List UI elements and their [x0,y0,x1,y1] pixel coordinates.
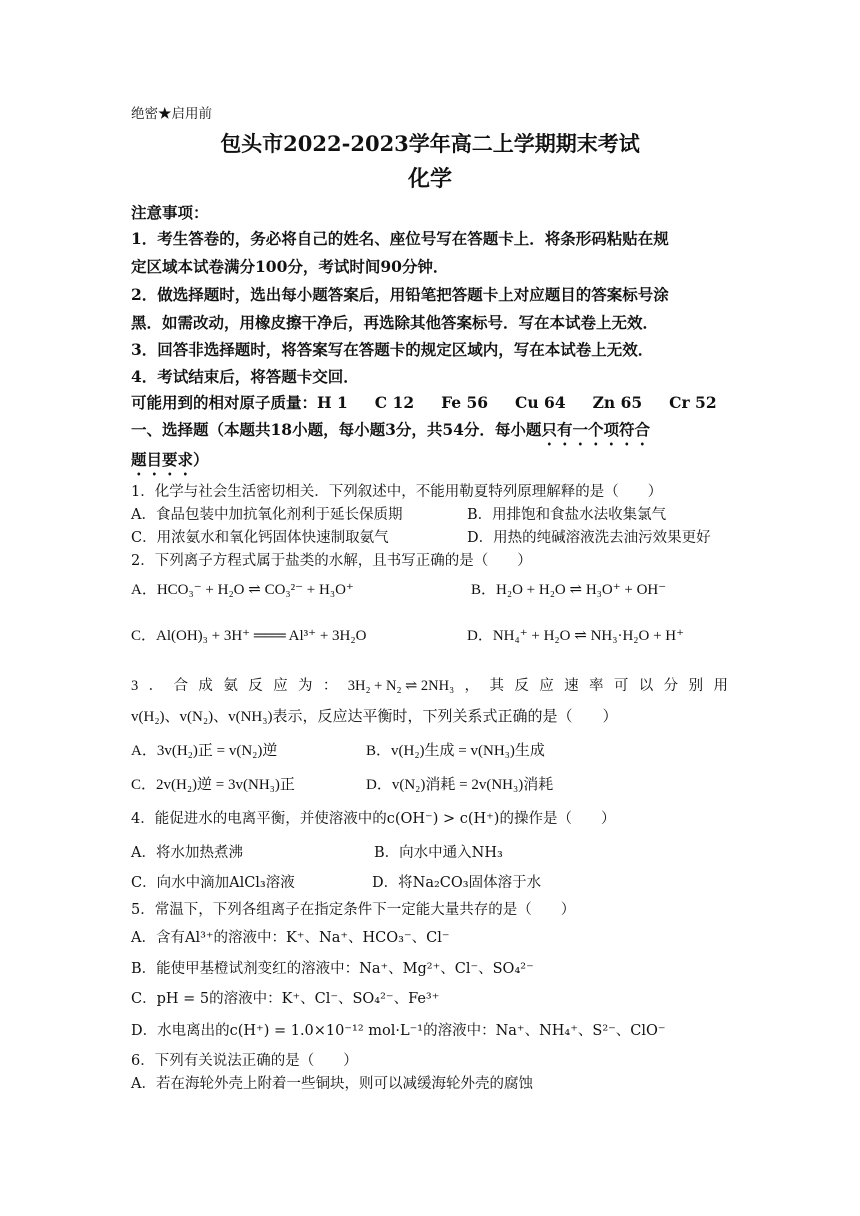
q3-option-b: B．v(H₂)生成 = v(NH₃)生成 [366,743,545,759]
q3-equation: 3H₂ + N₂ ⇌ 2NH₃ [347,678,455,694]
q3-stem-char: 分 [663,678,679,694]
q3-option-d: D．v(N₂)消耗 = 2v(NH₃)消耗 [366,777,554,793]
q3-stem-char: 成 [198,678,213,694]
q3-stem-char: ， [464,678,480,694]
q3-stem-char: 合 [173,678,189,694]
q4-option-a: A．将水加热煮沸 [131,845,243,861]
q1-option-b: B．用排饱和食盐水法收集氯气 [467,507,667,523]
q3-stem-char: 应 [539,678,554,694]
q1-option-d: D．用热的纯碱溶液洗去油污效果更好 [467,530,711,546]
exam-title: 包头市2022-2023学年高二上学期期末考试 [220,131,640,156]
q3-stem-char: 其 [489,678,504,694]
q5-option-d: D．水电离出的c(H⁺) = 1.0×10⁻¹² mol·L⁻¹的溶液中：Na⁺、NH₄⁺、S²⁻、ClO⁻ [131,1023,666,1039]
q3-stem-2: v(H₂)、v(N₂)、v(NH₃)表示，反应达平衡时，下列关系式正确的是（ ） [131,709,618,725]
q3-stem-char: 应 [273,678,288,694]
q5-option-c: C．pH = 5的溶液中：K⁺、Cl⁻、SO₄²⁻、Fe³⁺ [131,991,440,1007]
q6-option-a: A．若在海轮外壳上附着一些铜块，则可以减缓海轮外壳的腐蚀 [131,1076,533,1092]
q3-stem-char: 反 [248,678,263,694]
q4-stem: 4．能促进水的电离平衡，并使溶液中的c(OH⁻) > c(H⁺)的操作是（ ） [131,811,616,827]
q3-option-a: A．3v(H₂)正 = v(N₂)逆 [131,743,278,759]
note-1-line-2: 定区域本试卷满分100分，考试时间90分钟． [131,257,449,276]
notes-heading: 注意事项： [131,203,209,222]
q5-stem: 5．常温下，下列各组离子在指定条件下一定能大量共存的是（ ） [131,902,576,918]
section-heading-emphasis: 只有一个项符合 [541,420,650,439]
q1-option-a: A．食品包装中加抗氧化剂利于延长保质期 [131,507,403,523]
q4-option-d: D．将Na₂CO₃固体溶于水 [372,875,542,891]
q5-option-b: B．能使甲基橙试剂变红的溶液中：Na⁺、Mg²⁺、Cl⁻、SO₄²⁻ [131,961,534,977]
subject-title: 化学 [407,166,452,192]
q2-stem: 2．下列离子方程式属于盐类的水解，且书写正确的是（ ） [131,553,532,569]
note-4: 4．考试结束后，将答题卡交回． [131,367,359,386]
q4-option-b: B．向水中通入NH₃ [374,845,503,861]
q3-stem-char: 反 [514,678,529,694]
q3-stem-char: 别 [688,678,704,694]
q1-stem: 1．化学与社会生活密切相关．下列叙述中，不能用勒夏特列原理解释的是（ ） [131,484,663,500]
q2-option-a: A．HCO₃⁻ + H₂O ⇌ CO₃²⁻ + H₃O⁺ [131,582,354,598]
q3-stem-char: 率 [589,678,604,694]
q3-stem-char: 可 [613,678,629,694]
q3-stem-char: 速 [564,678,579,694]
q3-stem-char: 3 [131,678,139,694]
q5-option-a: A．含有Al³⁺的溶液中：K⁺、Na⁺、HCO₃⁻、Cl⁻ [131,930,450,946]
note-2-line-2: 黑．如需改动，用橡皮擦干净后，再选除其他答案标号．写在本试卷上无效． [131,313,659,332]
atomic-masses: 可能用到的相对原子质量：H 1 C 12 Fe 56 Cu 64 Zn 65 Cr 52 [131,393,717,412]
q3-stem-char: ： [322,678,338,694]
note-1-line-1: 1．考生答卷的，务必将自己的姓名、座位号写在答题卡上．将条形码粘贴在规 [131,229,669,248]
q3-stem-char: ． [148,678,164,694]
q6-stem: 6．下列有关说法正确的是（ ） [131,1053,358,1069]
q4-option-c: C．向水中滴加AlCl₃溶液 [131,875,295,891]
q1-option-c: C．用浓氨水和氧化钙固体快速制取氨气 [131,530,389,546]
note-2-line-1: 2．做选择题时，选出每小题答案后，用铅笔把答题卡上对应题目的答案标号涂 [131,285,669,304]
q2-option-b: B．H₂O + H₂O ⇌ H₃O⁺ + OH⁻ [471,582,667,598]
section-heading-emphasis-2: 题目要求 [131,450,194,469]
section-heading-line-1 [131,420,650,449]
confidential-label: 绝密★启用前 [131,106,212,122]
section-heading-line-2 [131,450,209,479]
q3-stem-char: 用 [713,678,728,694]
q2-option-c: C．Al(OH)₃ + 3H⁺ ═══ Al³⁺ + 3H₂O [131,628,367,644]
section-heading-text: 一、选择题（本题共18小题，每小题3分，共54分．每小题 [131,420,542,439]
q2-option-d: D．NH₄⁺ + H₂O ⇌ NH₃·H₂O + H⁺ [467,628,685,644]
q3-option-c: C．2v(H₂)逆 = 3v(NH₃)正 [131,777,295,793]
q3-stem-char: 以 [638,678,654,694]
note-3: 3．回答非选择题时，将答案写在答题卡的规定区域内，写在本试卷上无效． [131,340,654,359]
q3-stem-char: 氨 [223,678,238,694]
q3-stem [131,676,728,696]
q3-stem-char: 为 [297,678,313,694]
section-heading-close: ） [193,450,209,469]
